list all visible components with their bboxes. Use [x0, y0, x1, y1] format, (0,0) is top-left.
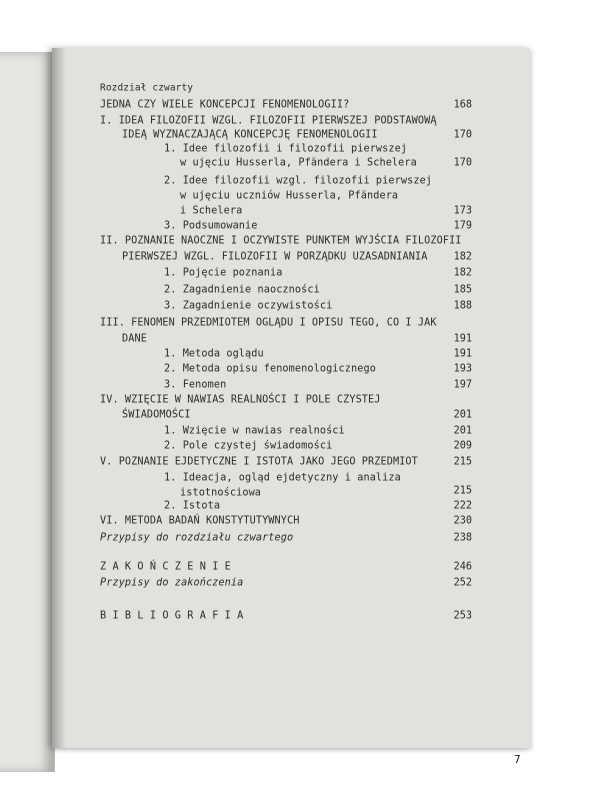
toc-entry-title: V. POZNANIE EJDETYCZNE I ISTOTA JAKO JEGO PRZEDMIOT — [100, 456, 418, 468]
toc-entry-page: 230 — [453, 515, 472, 527]
toc-page — [52, 48, 530, 766]
toc-entry-page: 179 — [453, 220, 472, 232]
toc-entry-page: 185 — [453, 284, 472, 296]
toc-entry-page: 173 — [453, 205, 472, 217]
toc-entry-title: 3. Podsumowanie — [164, 220, 258, 232]
toc-entry-title: 3. Zagadnienie oczywistości — [164, 300, 333, 312]
page-number: 7 — [514, 753, 521, 766]
toc-entry-page: 253 — [453, 610, 472, 622]
toc-entry-title: w ujęciu Husserla, Pfändera i Schelera — [180, 157, 417, 169]
toc-entry-title: 3. Fenomen — [164, 379, 227, 391]
toc-entry-title: 2. Zagadnienie naoczności — [164, 284, 320, 296]
toc-entry-page: 170 — [453, 157, 472, 169]
toc-entry-page: 193 — [453, 363, 472, 375]
toc-entry-title: ŚWIADOMOŚCI — [122, 409, 191, 421]
toc-entry-title: 2. Idee filozofii wzgl. filozofii pierwszej — [164, 175, 433, 187]
toc-entry-title: 1. Ideacja, ogląd ejdetyczny i analiza — [164, 472, 401, 484]
toc-entry-page: 201 — [453, 409, 472, 421]
toc-entry-title: B I B L I O G R A F I A — [100, 610, 244, 622]
toc-entry-title: DANE — [122, 333, 147, 345]
toc-entry-title: II. POZNANIE NAOCZNE I OCZYWISTE PUNKTEM WYJŚCIA FILOZOFII — [100, 235, 462, 247]
toc-entry-title: VI. METODA BADAŃ KONSTYTUTYWNYCH — [100, 515, 300, 527]
toc-entry-title: Przypisy do rozdziału czwartego — [100, 532, 294, 544]
toc-entry-title: 2. Metoda opisu fenomenologicznego — [164, 363, 376, 375]
toc-entry-page: 222 — [453, 500, 472, 512]
chapter-label: Rozdział czwarty — [100, 82, 194, 94]
toc-entry-title: 1. Metoda oglądu — [164, 348, 264, 360]
toc-entry-page: 197 — [453, 379, 472, 391]
toc-entry-title: 1. Idee filozofii i filozofii pierwszej — [164, 143, 408, 155]
toc-entry-page: 246 — [453, 561, 472, 573]
toc-entry-page: 215 — [453, 485, 472, 497]
toc-entry-title: 1. Wzięcie w nawias realności — [164, 425, 345, 437]
toc-entry-page: 252 — [453, 577, 472, 589]
toc-entry-title: I. IDEA FILOZOFII WZGL. FILOZOFII PIERWSZEJ PODSTAWOWĄ — [100, 115, 437, 127]
toc-entry-page: 209 — [453, 440, 472, 452]
toc-entry-title: PIERWSZEJ WZGL. FILOZOFII W PORZĄDKU UZASADNIANIA — [122, 251, 428, 263]
toc-entry-title: Z A K O Ń C Z E N I E — [100, 561, 231, 573]
toc-entry-page: 191 — [453, 333, 472, 345]
toc-entry-title: IDEĄ WYZNACZAJĄCĄ KONCEPCJĘ FENOMENOLOGII — [122, 129, 378, 141]
toc-entry-title: JEDNA CZY WIELE KONCEPCJI FENOMENOLOGII? — [100, 99, 350, 111]
book-spine-shadow — [52, 48, 66, 748]
toc-entry-page: 238 — [453, 532, 472, 544]
toc-entry-page: 170 — [453, 129, 472, 141]
toc-entry-page: 191 — [453, 348, 472, 360]
toc-entry-title: Przypisy do zakończenia — [100, 577, 244, 589]
toc-entry-page: 182 — [453, 267, 472, 279]
toc-entry-title: III. FENOMEN PRZEDMIOTEM OGLĄDU I OPISU TEGO, CO I JAK — [100, 317, 437, 329]
toc-entry-title: 2. Istota — [164, 500, 221, 512]
toc-entry-page: 201 — [453, 425, 472, 437]
toc-entry-title: IV. WZIĘCIE W NAWIAS REALNOŚCI I POLE CZYSTEJ — [100, 394, 381, 406]
toc-entry-title: 2. Pole czystej świadomości — [164, 440, 333, 452]
toc-entry-title: w ujęciu uczniów Husserla, Pfändera — [180, 190, 399, 202]
toc-entry-title: i Schelera — [180, 205, 243, 217]
toc-entry-page: 168 — [453, 99, 472, 111]
toc-entry-title: istotnościowa — [180, 487, 262, 499]
toc-entry-page: 188 — [453, 300, 472, 312]
toc-entry-page: 182 — [453, 251, 472, 263]
facing-page — [0, 52, 55, 772]
toc-entry-title: 1. Pojęcie poznania — [164, 267, 283, 279]
toc-entry-page: 215 — [453, 456, 472, 468]
